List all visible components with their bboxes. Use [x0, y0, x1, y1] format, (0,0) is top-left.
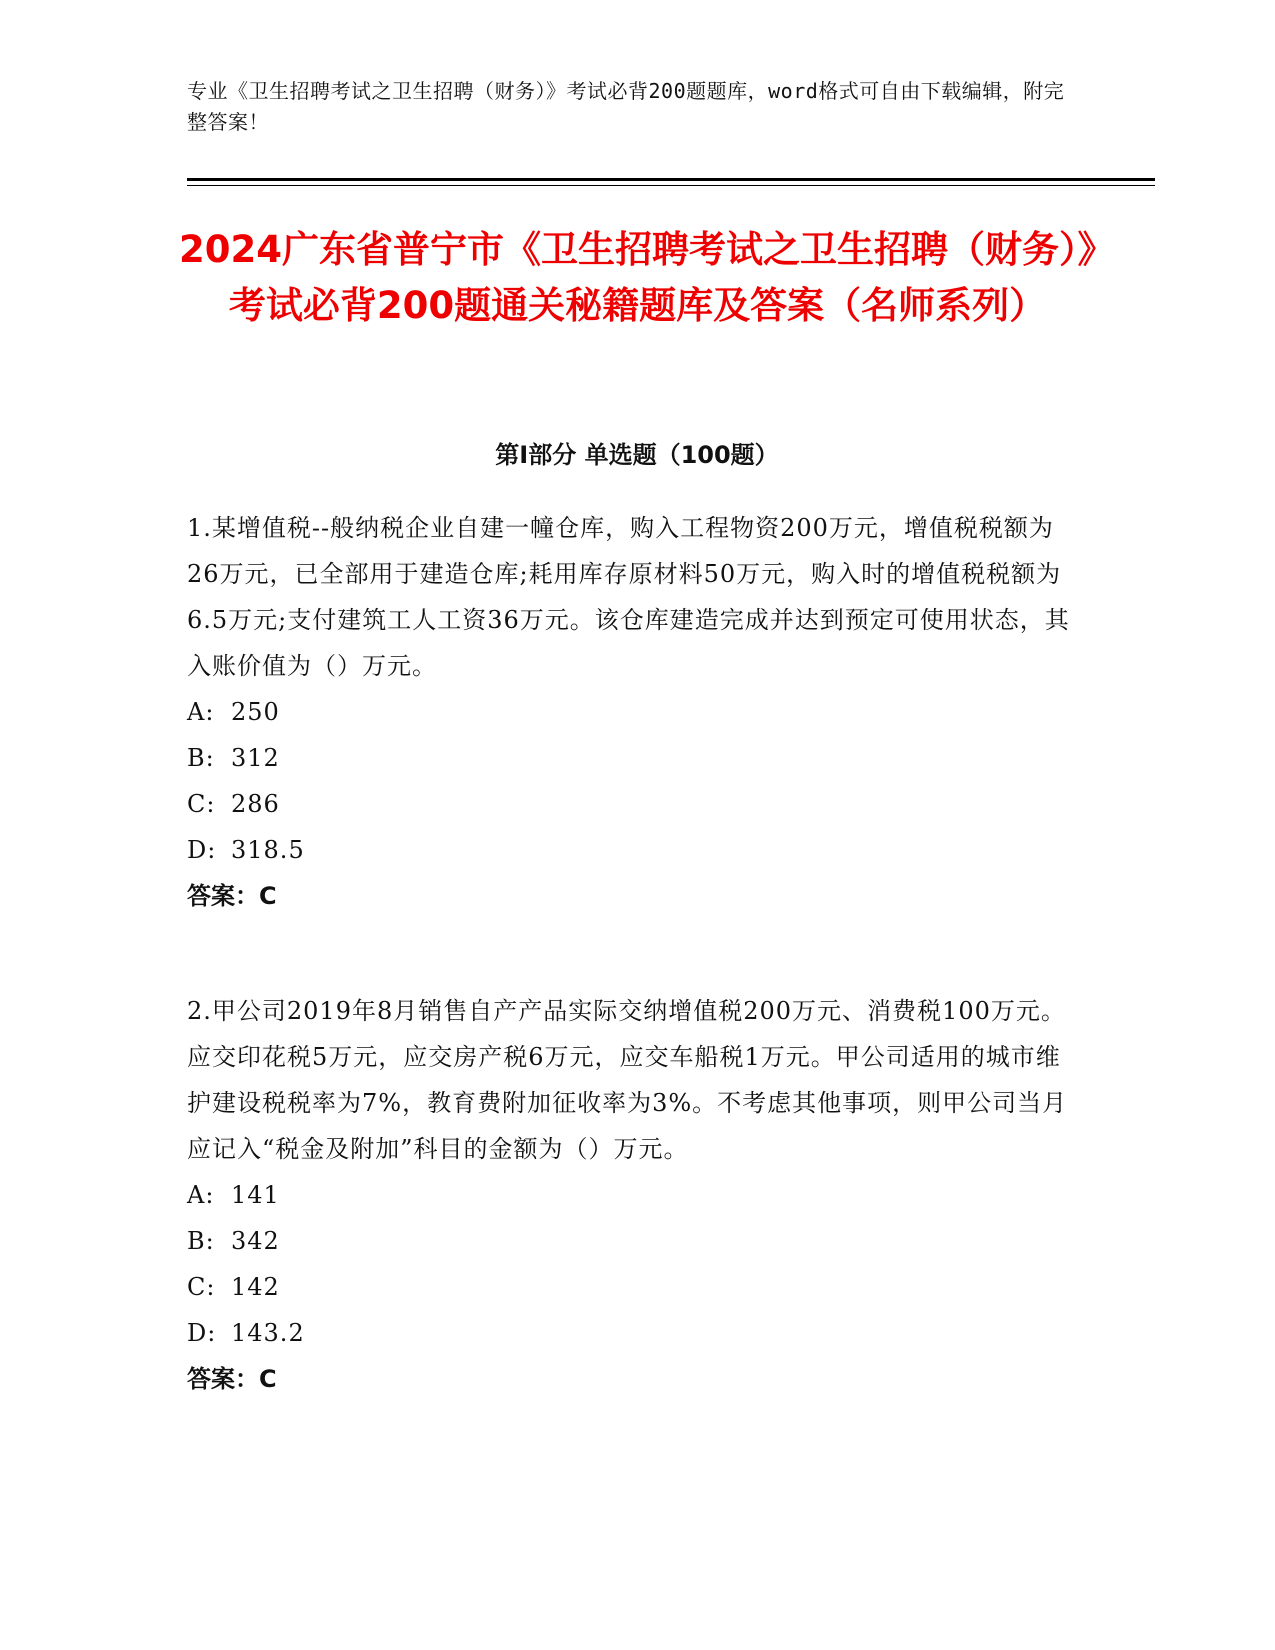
- header-divider-thin: [187, 185, 1155, 186]
- option-letter: C:: [187, 790, 216, 818]
- option-value: 318.5: [231, 836, 305, 864]
- section-heading: 第Ⅰ部分 单选题（100题）: [495, 441, 779, 469]
- option-d: [187, 1310, 1077, 1356]
- option-c: [187, 781, 1077, 827]
- option-value: 142: [231, 1273, 280, 1301]
- document-title: 2024广东省普宁市《卫生招聘考试之卫生招聘（财务）》考试必背200题通关秘籍题库及答案（名师系列）: [179, 228, 1096, 327]
- option-c: [187, 1264, 1077, 1310]
- option-letter: D:: [187, 1319, 217, 1347]
- option-letter: A:: [187, 1181, 215, 1209]
- option-letter: C:: [187, 1273, 216, 1301]
- question-1: [187, 505, 1077, 919]
- option-value: 286: [231, 790, 280, 818]
- question-2: [187, 988, 1077, 1402]
- option-a: [187, 1172, 1077, 1218]
- option-value: 342: [231, 1227, 280, 1255]
- question-text: 2.甲公司2019年8月销售自产产品实际交纳增值税200万元、消费税100万元。应交印花税5万元，应交房产税6万元，应交车船税1万元。甲公司适用的城市维护建设税税率为7%，教育费附加征收率为3%。不考虑其他事项，则甲公司当月应记入“税金及附加”科目的金额为（）万元。: [187, 997, 1068, 1163]
- option-value: 312: [231, 744, 280, 772]
- option-value: 143.2: [231, 1319, 305, 1347]
- option-a: [187, 689, 1077, 735]
- option-value: 250: [231, 698, 280, 726]
- question-text: 1.某增值税--般纳税企业自建一幢仓库，购入工程物资200万元，增值税税额为26万元，已全部用于建造仓库;耗用库存原材料50万元，购入时的增值税税额为6.5万元;支付建筑工人工资36万元。该仓库建造完成并达到预定可使用状态，其入账价值为（）万元。: [187, 514, 1070, 680]
- option-value: 141: [231, 1181, 280, 1209]
- option-letter: B:: [187, 744, 215, 772]
- option-letter: B:: [187, 1227, 215, 1255]
- option-letter: A:: [187, 698, 215, 726]
- option-b: [187, 1218, 1077, 1264]
- option-letter: D:: [187, 836, 217, 864]
- answer-label: 答案：C: [187, 882, 277, 910]
- header-note: 专业《卫生招聘考试之卫生招聘（财务）》考试必背200题题库，word格式可自由下载编辑，附完整答案！: [187, 79, 1065, 134]
- option-d: [187, 827, 1077, 873]
- option-b: [187, 735, 1077, 781]
- answer-label: 答案：C: [187, 1365, 277, 1393]
- header-divider-thick: [187, 178, 1155, 181]
